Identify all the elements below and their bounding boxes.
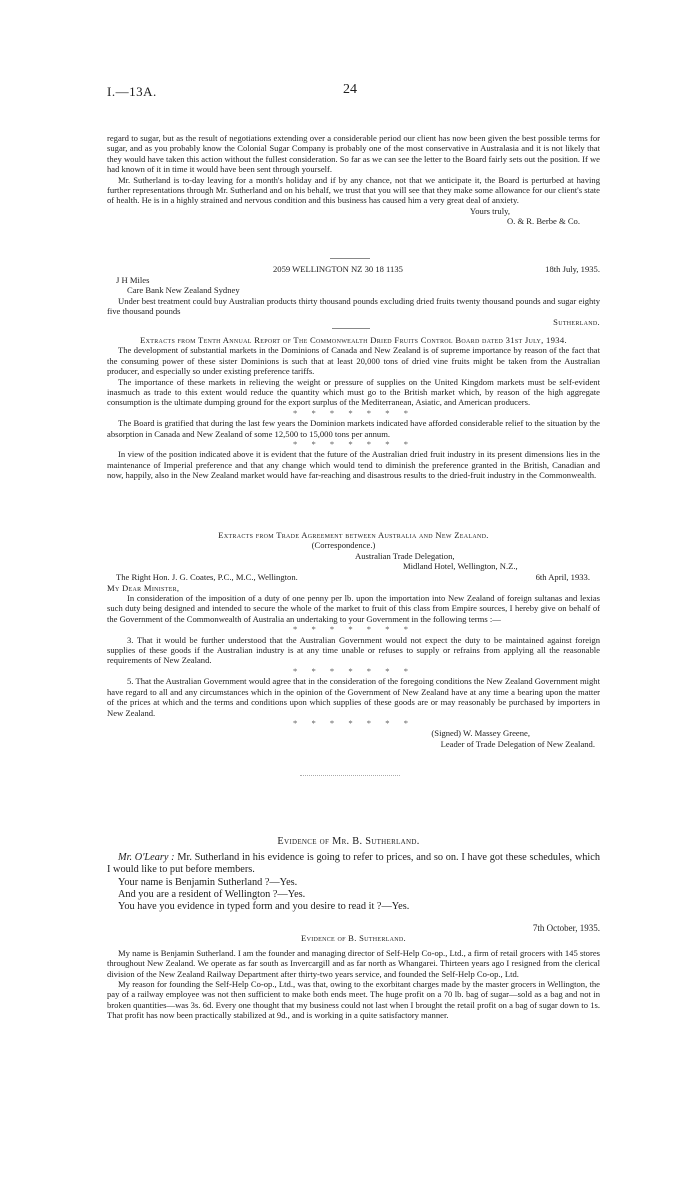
- agreement-paragraph: In consideration of the imposition of a duty of one penny per lb. upon the importation into New Zealand of foreign sultanas and lexias such duty being designed and intended to secure the whole of the market to fruit of this class from Empire sources, I hereby give on behalf of the Government of the Commonwealth of Australia an undertaking to your Government in the following terms :—: [107, 593, 600, 624]
- divider: [300, 775, 400, 776]
- evidence-intro: Mr. Sutherland in his evidence is going to refer to prices, and so on. I have got these schedules, which I would like to put before members.: [107, 852, 600, 876]
- telegram-address: Care Bank New Zealand Sydney: [127, 285, 240, 296]
- statement-paragraph: My name is Benjamin Sutherland. I am the founder and managing director of Self-Help Co-op., Ltd., a firm of retail grocers with 145 stores throughout New Zealand. We operate as far south as Invercargill and as far north as Whangarei. Thirteen years ago I resigned from the clerical division of the New Zealand Railway Department after thirty-two years service, and founded the Self-Help Co-op., Ltd.: [107, 947, 600, 979]
- evidence-statement: [107, 923, 600, 1021]
- evidence-subheading: Evidence of B. Sutherland.: [301, 933, 406, 944]
- trade-agreement-subheading: (Correspondence.): [311, 540, 376, 551]
- agreement-paragraph: 3. That it would be further understood that the Australian Government would not expect the duty to be maintained against foreign supplies of these goods if the Australian industry is at any time unable or refuses to supply or refrains from applying all the reasonable requirements of New Zealand.: [107, 634, 600, 666]
- ellipsis-stars: * * * * * * *: [293, 717, 414, 728]
- statement-paragraph: My reason for founding the Self-Help Co-op., Ltd., was that, owing to the exorbitant charges made by the master grocers in Wellington, the pay of a railway employee was not then sufficient to make both ends meet. The huge profit on a 70 lb. bag of sugar—sold as a bag and not in broken quantities—was 3s. 6d. Every one thought that my business could not last when I brought the retail profit on a bag of sugar down to 1s. That profit has now been practically stabilized at 9d., and is working in a quite satisfactory manner.: [107, 979, 600, 1021]
- trade-agreement-heading: Extracts from Trade Agreement between Australia and New Zealand.: [218, 530, 489, 540]
- series-reference: I.—13A.: [107, 84, 157, 99]
- report-heading: Extracts from Tenth Annual Report of The Commonwealth Dried Fruits Control Board dated 31st July, 1934.: [140, 335, 567, 345]
- telegram-heading: 2059 WELLINGTON NZ 30 18 1135: [273, 264, 403, 274]
- qa-line: And you are a resident of Wellington ?—Yes.: [118, 888, 306, 900]
- telegram-addressee: J H Miles: [116, 275, 150, 285]
- evidence-date: 7th October, 1935.: [532, 923, 600, 933]
- qa-line: You have you evidence in typed form and you desire to read it ?—Yes.: [118, 901, 410, 913]
- ellipsis-stars: * * * * * * *: [293, 407, 414, 418]
- qa-line: Your name is Benjamin Sutherland ?—Yes.: [118, 876, 298, 888]
- divider: [332, 328, 370, 329]
- report-paragraph: The Board is gratified that during the last few years the Dominion markets indicated have afforded considerable relief to the situation by the absorption in Canada and New Zealand of some 12,500 to 15,000 tons per annum.: [107, 418, 600, 439]
- trade-agreement-section: [107, 530, 600, 749]
- evidence-section: [107, 836, 600, 913]
- salutation: My Dear Minister,: [107, 582, 180, 593]
- sender-line: Australian Trade Delegation,: [355, 550, 455, 561]
- telegram-date: 18th July, 1935.: [545, 264, 600, 274]
- evidence-title: Evidence of Mr. B. Sutherland.: [277, 836, 420, 847]
- agreement-signature-title: Leader of Trade Delegation of New Zealand.: [440, 738, 595, 749]
- divider: [330, 258, 370, 259]
- letter-section: [107, 133, 600, 227]
- letter-paragraph: Mr. Sutherland is to-day leaving for a month's holiday and if by any chance, not that we anticipate it, the Board is perturbed at having further representations through Mr. Sutherland and on his behalf, we trust that you will see that they make some allowance for our client's state of health. He is in a highly strained and nervous condition and this business has caused him a very great deal of anxiety.: [107, 174, 600, 206]
- agreement-signature: (Signed) W. Massey Greene,: [431, 728, 530, 739]
- sender-line: Midland Hotel, Wellington, N.Z.,: [403, 561, 518, 572]
- ellipsis-stars: * * * * * * *: [293, 624, 414, 635]
- page-number: 24: [343, 82, 357, 97]
- ellipsis-stars: * * * * * * *: [293, 439, 414, 450]
- telegram-section: [107, 264, 600, 327]
- letter-paragraph: regard to sugar, but as the result of negotiations extending over a considerable period our client has now been given the best possible terms for sugar, and as you probably know the Colonial Sugar Company is probably one of the most conservative in Australasia and it is not likely that they would have taken this action without the fullest consideration. So far as we can see the letter to the Board fairly sets out the position. If we had known of it in time it would have been sent through yourself.: [107, 133, 600, 175]
- report-paragraph: The importance of these markets in relieving the weight or pressure of supplies on the United Kingdom markets must be self-evident inasmuch as trade to this extent would reduce the quantity which must go to the British market which, by reason of the high aggregate consumption is the ultimate dumping ground for the export surplus of the Mediterranean, Asiatic, and American producers.: [107, 376, 600, 408]
- report-paragraph: The development of substantial markets in the Dominions of Canada and New Zealand is of supreme importance by reason of the fact that the consuming power of these sister Dominions is such that at least 20,000 tons of dried vine fruits might be taken from the Australian producer, and especially so under existing preference tariffs.: [107, 345, 600, 377]
- ellipsis-stars: * * * * * * *: [293, 665, 414, 676]
- agreement-date: 6th April, 1933.: [535, 571, 590, 582]
- speaker-name: Mr. O'Leary :: [118, 852, 175, 864]
- telegram-body: Under best treatment could buy Australian products thirty thousand pounds excluding dried fruits twenty thousand pounds and sugar eighty five thousand pounds: [107, 295, 600, 317]
- report-paragraph: In view of the position indicated above it is evident that the future of the Australian dried fruit industry in its present dimensions lies in the maintenance of Imperial preference and that any change which would tend to diminish the preference granted in the British, Canadian and now, happily, also in the New Zealand market would have far-reaching and disastrous results to the dried-fruit industry in the Commonwealth.: [107, 449, 600, 481]
- recipient-line: The Right Hon. J. G. Coates, P.C., M.C., Wellington.: [116, 571, 298, 582]
- letter-closing: Yours truly,: [469, 205, 510, 216]
- agreement-paragraph: 5. That the Australian Government would agree that in the consideration of the foregoing conditions the New Zealand Government might have regard to all and any circumstances which in the opinion of the Government of New Zealand have at any time a bearing upon the matter of the prices at which and the terms and conditions upon which supplies of these goods are or may reasonably be purchased by importers in New Zealand.: [107, 676, 600, 718]
- letter-signature: O. & R. Berbe & Co.: [506, 216, 580, 227]
- telegram-signature: Sutherland.: [553, 316, 600, 327]
- report-section: [107, 335, 600, 481]
